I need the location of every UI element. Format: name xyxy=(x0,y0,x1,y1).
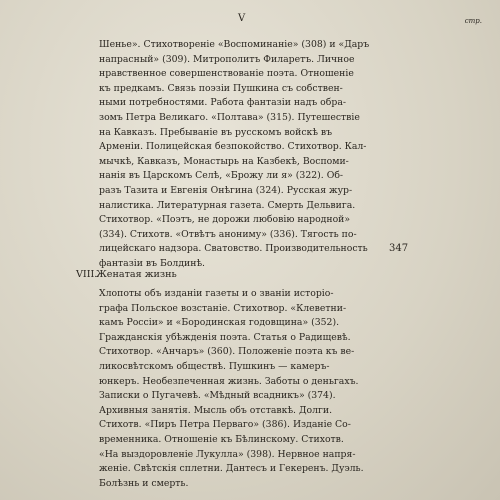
text-line: напрасный» (309). Митрополитъ Филаретъ. Личное xyxy=(99,53,355,65)
text-line: Шенье». Стихотвореніе «Воспоминаніе» (308) и «Даръ xyxy=(99,39,370,50)
text-line: временника. Отношеніе къ Бѣлинскому. Стихотв. xyxy=(99,433,344,445)
text-line: Стихотв. «Пиръ Петра Перваго» (386). Изданіе Со- xyxy=(99,419,351,431)
text-line: Записки о Пугачевѣ. «Мѣдный всадникъ» (374). xyxy=(99,390,336,402)
text-line: нанія въ Царскомъ Селѣ, «Брожу ли я» (322). Об- xyxy=(99,170,344,182)
section-vii-text xyxy=(99,38,389,272)
text-line: налистика. Литературная газета. Смерть Дельвига. xyxy=(99,199,356,211)
text-line: Стихотвор. «Анчаръ» (360). Положеніе поэта къ ве- xyxy=(99,346,355,358)
text-line: мычкѣ, Кавказъ, Монастырь на Казбекѣ, Воспоми- xyxy=(99,155,349,167)
text-line: юнкеръ. Необезпеченная жизнь. Заботы о деньгахъ. xyxy=(99,375,359,387)
text-line: ными потребностями. Работа фантазіи надъ обра- xyxy=(99,97,347,109)
text-line: Гражданскія убѣжденія поэта. Статья о Радищевѣ. xyxy=(99,331,351,343)
text-line: «На выздоровленіе Лукулла» (398). Нервное напря- xyxy=(99,448,356,460)
page-column-label: стр. xyxy=(464,17,482,25)
chapter-title: Женатая жизнь xyxy=(96,269,177,280)
text-line: разъ Тазита и Евгенія Онѣгина (324). Русская жур- xyxy=(99,184,353,196)
chapter-number: VIII. xyxy=(76,269,98,280)
text-line: фантазіи въ Болдинѣ. xyxy=(99,257,206,269)
text-line: лицейскаго надзора. Сватовство. Производительность xyxy=(99,243,368,255)
text-line: (334). Стихотв. «Отвѣтъ анониму» (336). Тягость по- xyxy=(99,228,357,240)
text-line: графа Польское возстаніе. Стихотвор. «Клеветни- xyxy=(99,302,347,314)
text-line: къ предкамъ. Связь поэзіи Пушкина съ собствен- xyxy=(99,82,343,94)
text-line: Стихотвор. «Поэтъ, не дорожи любовію народной» xyxy=(99,214,351,226)
text-line: камъ Россіи» и «Бородинская годовщина» (352). xyxy=(99,317,340,329)
chapter-page-number: 347 xyxy=(389,243,409,254)
page-folio: V xyxy=(238,13,247,24)
text-line: Хлопоты объ изданіи газеты и о званіи исторіо- xyxy=(99,288,334,299)
text-line: нравственное совершенствованіе поэта. Отношеніе xyxy=(99,68,354,80)
text-line: Архивныя занятія. Мысль объ отставкѣ. Долги. xyxy=(99,404,333,416)
section-viii-text xyxy=(99,287,389,491)
text-line: на Кавказъ. Пребываніе въ русскомъ войскѣ въ xyxy=(99,126,333,138)
text-line: зомъ Петра Великаго. «Полтава» (315). Путешествіе xyxy=(99,111,360,123)
text-line: Арменіи. Полицейская безпокойство. Стихотвор. Кал- xyxy=(99,141,367,153)
text-line: ликосвѣтскомъ обществѣ. Пушкинъ — камеръ- xyxy=(99,360,330,372)
text-line: Болѣзнь и смерть. xyxy=(99,477,189,489)
text-line: женіе. Свѣтскія сплетни. Дантесъ и Гекеренъ. Дуэль. xyxy=(99,463,364,475)
